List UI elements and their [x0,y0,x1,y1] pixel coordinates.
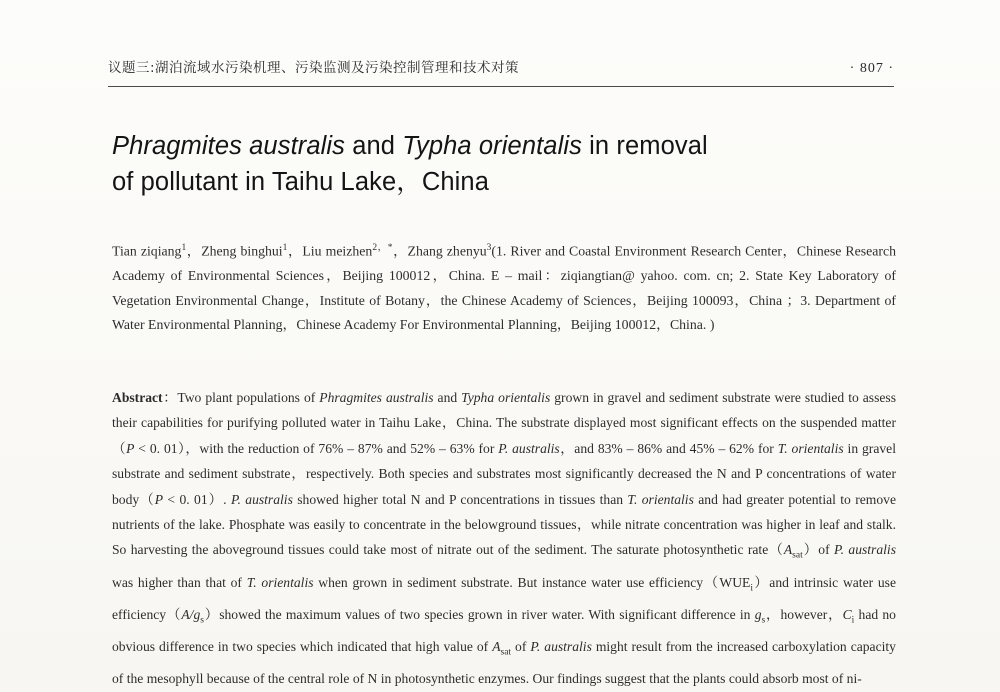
page-header [108,56,894,77]
abstract-block [112,385,896,691]
author-affiliation-block: Tian ziqiang$^1$，Zheng binghui$^1$，Liu meizhen$^{2,*}$，Zhang zhenyu$^3$(1. River and Coastal Environment Research Center，Chinese Research Academy of Environmental Sciences，Beijing 100012，China. E – mail：ziqiangtian@ yahoo. com. cn; 2. State Key Laboratory of Vegetation Environmental Change，Institute of Botany，the Chinese Academy of Sciences，Beijing 100093，China ；3. Department of Water Environmental Planning，Chinese Academy For Environmental Planning，Beijing 100012，China. ) [112,243,896,333]
title-line-2: of pollutant in Taihu Lake，China [112,168,489,196]
running-title: 议题三:湖泊流域水污染机理、污染监测及污染控制管理和技术对策 [108,60,520,76]
title-species-1: Phragmites australis [112,132,346,160]
abstract-label: Abstract [112,390,163,405]
title-conjunction: and [345,132,403,160]
article-title [112,128,912,200]
title-tail-1: in removal [581,132,708,160]
title-species-2: Typha orientalis [402,132,582,160]
title-line-1 [112,128,912,164]
abstract-separator: ： [162,390,178,405]
abstract-body: Two plant populations of Phragmites australis and Typha orientalis grown in gravel and sediment substrate were studied to assess their capabilities for purifying polluted water in Taihu Lake，China. The substrate displayed most significant effects on the suspended matter（P < 0. 01），with the reduction of 76% – 87% and 52% – 63% for P. australis，and 83% – 86% and 45% – 62% for T. orientalis in gravel substrate and sediment substrate，respectively. Both species and substrates most significantly decreased the N and P concentrations of water body（P < 0. 01）. P. australis showed higher total N and P concentrations in tissues than T. orientalis and had greater potential to remove nutrients of the lake. Phosphate was easily to concentrate in the belowground tissues，while nitrate concentration was higher in leaf and stalk. So harvesting the aboveground tissues could take most of nitrate out of the sediment. The saturate photosynthetic $rate(A_{sat})of$ P. australis was higher than that of T. orientalis when grown in sediment substrate. But instance water use $efficiency(WUE_i)and$ intrinsic water use $efficiency(A/g_s)showed$ the maximum values of two species grown in river water. With significant difference in $g_s$，however，$C_i$ had no obvious difference in two species which indicated that high value of $A_{sat}$ of P. australis might result from the increased carboxylation capacity of the mesophyll because of the central role of N in photosynthetic enzymes. Our findings suggest that the plants could absorb most of ni- [112,390,897,686]
header-divider [108,86,894,87]
page-number: · 807 · [849,61,894,76]
